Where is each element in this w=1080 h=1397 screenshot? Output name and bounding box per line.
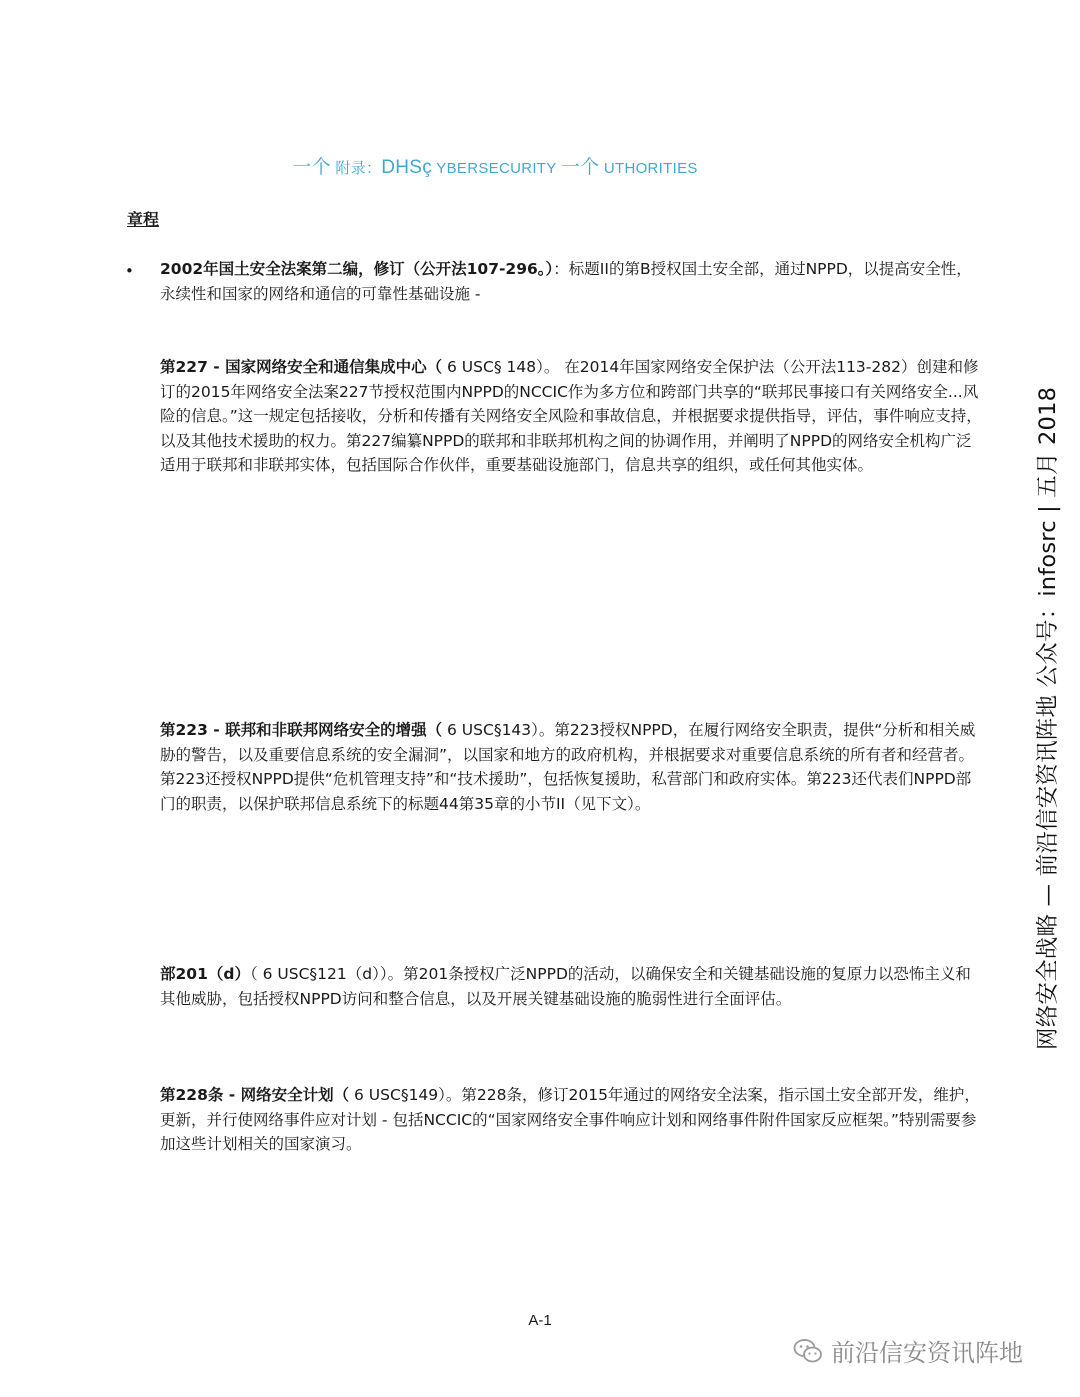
- header-part-6: UTHORITIES: [599, 160, 698, 177]
- wechat-watermark: [793, 1333, 1023, 1368]
- section-227-heading: 第227 - 国家网络安全和通信集成中心（: [160, 358, 443, 376]
- header-part-3: DHSç: [381, 157, 433, 178]
- section-227-paragraph: [160, 355, 982, 478]
- section-201-heading: 部201（d）: [160, 965, 250, 983]
- section-228-paragraph: [160, 1083, 982, 1157]
- bullet-paragraph: [160, 257, 982, 306]
- header-part-1: 一个: [292, 157, 331, 178]
- appendix-header: [0, 152, 990, 179]
- bullet-heading: 2002年国土安全法案第二编，修订（公开法107-296。）: [160, 260, 554, 278]
- bullet-text: ：标题II的第B授权国土安全部，通过NPPD，以提高安全性，永续性和国家的网络和通信的可靠性基础设施 -: [160, 260, 972, 303]
- header-part-2: 附录：: [330, 160, 382, 177]
- section-228-text: 6 USC§149）。第228条，修订2015年通过的网络安全法案，指示国土安全部开发，维护，更新，并行使网络事件应对计划 - 包括NCCIC的“国家网络安全事件响应计划和网络事件附件国家反应框架。”特别需要参加这些计划相关的国家演习。: [160, 1086, 980, 1153]
- header-part-4: YBERSECURITY: [432, 160, 561, 177]
- watermark-text: 前沿信安资讯阵地: [831, 1339, 1023, 1367]
- page-number: A-1: [528, 1312, 552, 1329]
- vertical-side-banner: 网络安全战略 — 前沿信安资讯阵地 公众号：infosrc | 五月 2018: [1035, 386, 1061, 1050]
- wechat-icon: [793, 1338, 823, 1364]
- section-201-paragraph: [160, 962, 982, 1011]
- section-223-text: 6 USC§143）。第223授权NPPD，在履行网络安全职责，提供“分析和相关威胁的警告，以及重要信息系统的安全漏洞”，以国家和地方的政府机构，并根据要求对重要信息系统的所有者和经营者。第223还授权NPPD提供“危机管理支持”和“技术援助”，包括恢复援助，私营部门和政府实体。第223还代表们NPPD部门的职责，以保护联邦信息系统下的标题44第35章的小节II（见下文）。: [160, 721, 976, 813]
- section-title: 章程: [127, 210, 160, 229]
- section-228-heading: 第228条 - 网络安全计划（: [160, 1086, 350, 1104]
- section-223-heading: 第223 - 联邦和非联邦网络安全的增强（: [160, 721, 443, 739]
- header-part-5: 一个: [560, 157, 600, 178]
- section-227-text: 6 USC§ 148）。 在2014年国家网络安全保护法（公开法113-282）创建和修订的2015年网络安全法案227节授权范围内NPPD的NCCIC作为多方位和跨部门共享的“联邦民事接口有关网络安全...风险的信息。”这一规定包括接收，分析和传播有关网络安全风险和事故信息，并根据要求提供指导，评估，事件响应支持，以及其他技术援助的权力。第227编纂NPPD的联邦和非联邦机构之间的协调作用，并阐明了NPPD的网络安全机构广泛适用于联邦和非联邦实体，包括国际合作伙伴，重要基础设施部门，信息共享的组织，或任何其他实体。: [160, 358, 982, 474]
- section-223-paragraph: [160, 718, 982, 816]
- bullet-icon: •: [125, 262, 134, 280]
- section-201-text: （ 6 USC§121（d））。第201条授权广泛NPPD的活动，以确保安全和关键基础设施的复原力以恐怖主义和其他威胁，包括授权NPPD访问和整合信息，以及开展关键基础设施的脆弱性进行全面评估。: [160, 965, 971, 1008]
